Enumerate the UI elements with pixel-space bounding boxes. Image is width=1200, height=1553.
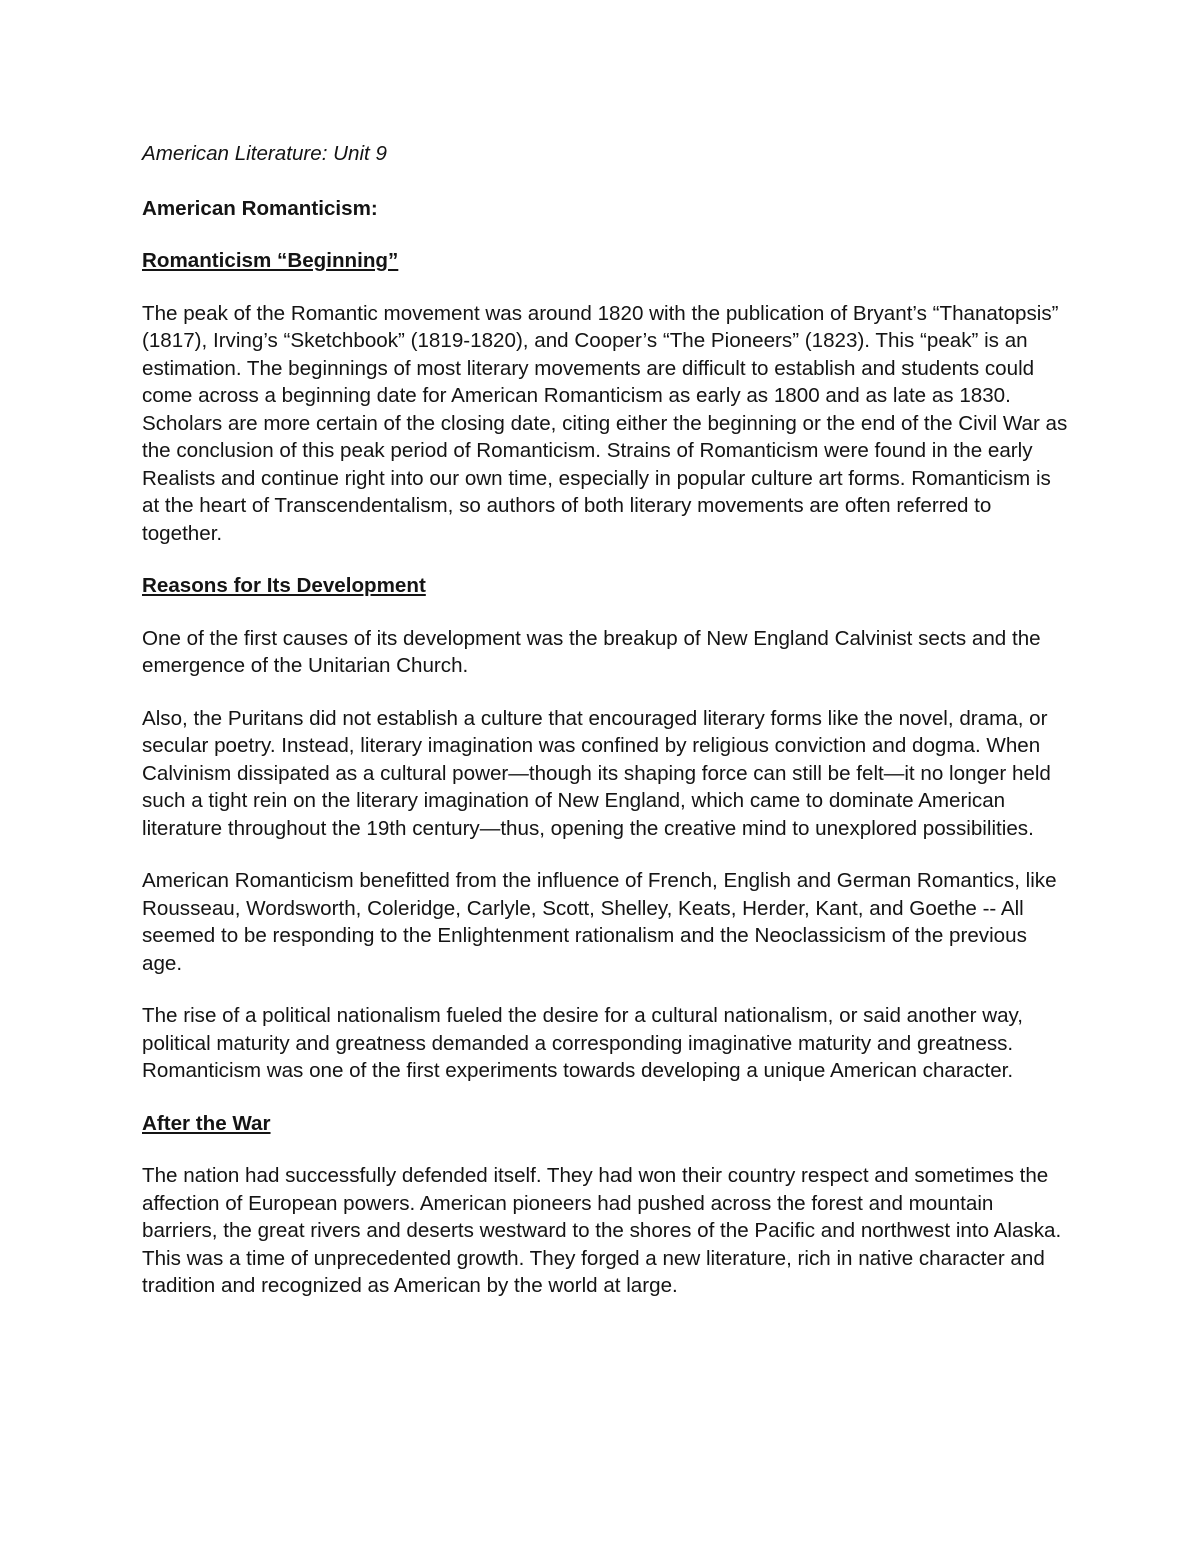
paragraph-reasons-1: One of the first causes of its development was the breakup of New England Calvinist sects and the emergence of the Unitarian Church. xyxy=(142,626,1041,677)
paragraph-reasons-4: The rise of a political nationalism fueled the desire for a cultural nationalism, or said another way, political maturity and greatness demanded a corresponding imaginative maturity and greatness. Romanticism was one of the first experiments towards developing a unique American character. xyxy=(142,1004,1024,1082)
paragraph-reasons-3: American Romanticism benefitted from the influence of French, English and German Romantics, like Rousseau, Wordsworth, Coleridge, Carlyle, Scott, Shelley, Keats, Herder, Kant, and Goethe -- All seemed to be responding to the Enlightenment rationalism and the Neoclassicism of the previous age. xyxy=(142,869,1057,975)
document-title: American Romanticism: xyxy=(142,196,378,220)
paragraph-reasons-2: Also, the Puritans did not establish a culture that encouraged literary forms like the novel, drama, or secular poetry. Instead, literary imagination was confined by religious conviction and dogma. When Calvinism dissipated as a cultural power—though its shaping force can still be felt—it no longer held such a tight rein on the literary imagination of New England, which came to dominate American literature throughout the 19th century—thus, opening the creative mind to unexplored possibilities. xyxy=(142,706,1051,840)
section-heading-reasons: Reasons for Its Development xyxy=(142,574,426,597)
unit-title: American Literature: Unit 9 xyxy=(142,142,387,165)
document-page xyxy=(142,140,1072,1300)
paragraph-beginning: The peak of the Romantic movement was around 1820 with the publication of Bryant’s “Thanatopsis” (1817), Irving’s “Sketchbook” (1819-1820), and Cooper’s “The Pioneers” (1823). This “peak” is an estimation. The beginnings of most literary movements are difficult to establish and students could come across a beginning date for American Romanticism as early as 1800 and as late as 1830. Scholars are more certain of the closing date, citing either the beginning or the end of the Civil War as the conclusion of this peak period of Romanticism. Strains of Romanticism were found in the early Realists and continue right into our own time, especially in popular culture art forms. Romanticism is at the heart of Transcendentalism, so authors of both literary movements are often referred to together. xyxy=(142,301,1068,545)
section-heading-beginning: Romanticism “Beginning” xyxy=(142,249,399,272)
paragraph-after-war: The nation had successfully defended itself. They had won their country respect and sometimes the affection of European powers. American pioneers had pushed across the forest and mountain barriers, the great rivers and deserts westward to the shores of the Pacific and northwest into Alaska. This was a time of unprecedented growth. They forged a new literature, rich in native character and tradition and recognized as American by the world at large. xyxy=(142,1164,1062,1297)
section-heading-after-war: After the War xyxy=(142,1111,271,1135)
